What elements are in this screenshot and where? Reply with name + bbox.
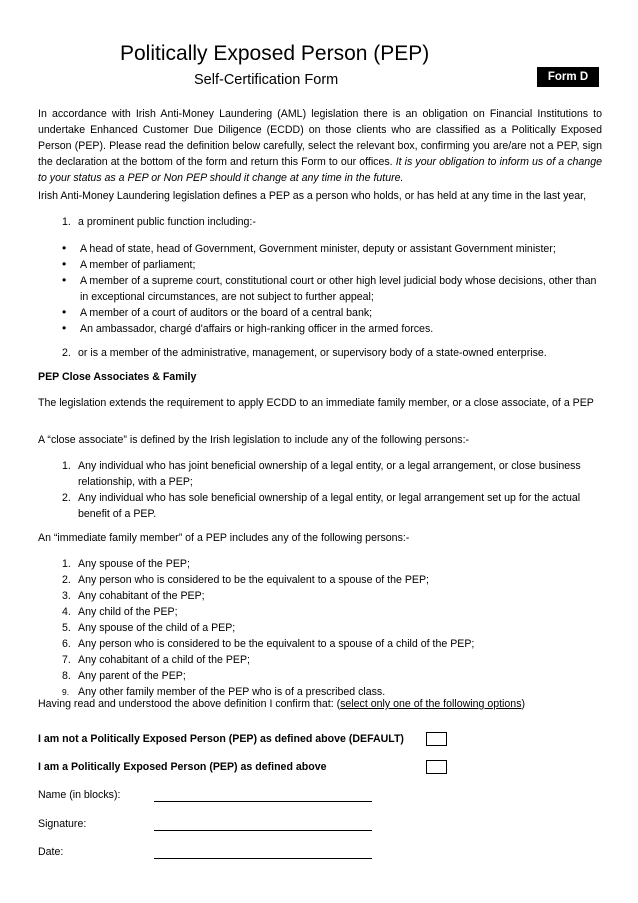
item-text: Any person who is considered to be the equivalent to a spouse of a child of the PEP; [78, 638, 475, 650]
item-text: Any person who is considered to be the equivalent to a spouse of the PEP; [78, 574, 429, 586]
item-text: Any individual who has joint beneficial ownership of a legal entity, or a legal arrangement, or close business relationship, with a PEP; [78, 460, 581, 488]
close-associate-definition: A “close associate” is defined by the Irish legislation to include any of the following persons:- [38, 434, 470, 446]
page-title: Politically Exposed Person (PEP) [120, 42, 430, 65]
item-number: 2. [62, 492, 71, 504]
intro-text: In accordance with Irish Anti-Money Laundering (AML) legislation there is an obligation on Financial Institutions to undertake Enhanced Customer Due Diligence (ECDD) on those clients who are classified as a Politically Exposed Person (PEP). Please read the definition below carefully, select the relevant box, confirming you are/are not a PEP, sign the declaration at the bottom of the form and return this Form to our offices. [38, 108, 602, 168]
item-number: 2. [62, 574, 71, 586]
page-subtitle: Self-Certification Form [194, 72, 339, 88]
not-pep-checkbox[interactable] [426, 732, 447, 746]
confirm-tail: ) [521, 698, 526, 710]
pep-definition-intro: Irish Anti-Money Laundering legislation defines a PEP as a person who holds, or has held at any time in the last year, [38, 190, 587, 202]
item-number: 7. [62, 654, 71, 666]
date-field[interactable] [154, 858, 372, 859]
bullet-text: A member of a supreme court, constitutional court or other high level judicial body whose decisions, other than in exceptional circumstances, are not subject to further appeal; [80, 275, 597, 303]
item-text: Any cohabitant of the PEP; [78, 590, 205, 602]
item-text: Any spouse of the child of a PEP; [78, 622, 236, 634]
signature-field[interactable] [154, 830, 372, 831]
name-field[interactable] [154, 801, 372, 802]
item-text: a prominent public function including:- [78, 216, 256, 228]
item-number: 1. [62, 460, 71, 472]
bullet-icon: • [62, 273, 67, 287]
item-text: Any individual who has sole beneficial ownership of a legal entity, or legal arrangement set up for the actual benefit of a PEP. [78, 492, 581, 520]
item-text: Any parent of the PEP; [78, 670, 186, 682]
confirmation-instruction [38, 696, 602, 712]
item-number: 4. [62, 606, 71, 618]
bullet-text: A head of state, head of Government, Government minister, deputy or assistant Government minister; [80, 243, 556, 255]
associates-intro: The legislation extends the requirement to apply ECDD to an immediate family member, or a close associate, of a PEP [38, 397, 594, 409]
item-text: Any other family member of the PEP who is of a prescribed class. [78, 686, 386, 698]
bullet-icon: • [62, 241, 67, 255]
item-number: 5. [62, 622, 71, 634]
confirm-lead: Having read and understood the above definition I confirm that: ( [38, 698, 341, 710]
form-badge: Form D [537, 67, 599, 87]
bullet-text: A member of parliament; [80, 259, 196, 271]
item-number: 1. [62, 558, 71, 570]
item-number: 1. [62, 216, 71, 228]
intro-paragraph [38, 106, 602, 186]
option-pep-label: I am a Politically Exposed Person (PEP) as defined above [38, 761, 327, 773]
item-number: 6. [62, 638, 71, 650]
name-label: Name (in blocks): [38, 789, 121, 801]
date-label: Date: [38, 846, 64, 858]
item-number: 3. [62, 590, 71, 602]
bullet-text: A member of a court of auditors or the board of a central bank; [80, 307, 373, 319]
signature-label: Signature: [38, 818, 87, 830]
bullet-icon: • [62, 305, 67, 319]
pep-checkbox[interactable] [426, 760, 447, 774]
bullet-icon: • [62, 321, 67, 335]
family-definition: An “immediate family member” of a PEP includes any of the following persons:- [38, 532, 410, 544]
item-text: Any child of the PEP; [78, 606, 178, 618]
item-number: 2. [62, 347, 71, 359]
bullet-icon: • [62, 257, 67, 271]
item-text: Any spouse of the PEP; [78, 558, 190, 570]
intro-obligation-note: It is your obligation to inform us of a change to your status as a PEP or Non PEP should it change at any time in the future. [38, 156, 602, 184]
item-text: Any cohabitant of a child of the PEP; [78, 654, 250, 666]
item-number: 9. [62, 687, 70, 697]
bullet-text: An ambassador, chargé d'affairs or high-ranking officer in the armed forces. [80, 323, 434, 335]
confirm-underlined: select only one of the following options [340, 698, 522, 710]
option-not-pep-label: I am not a Politically Exposed Person (PEP) as defined above (DEFAULT) [38, 733, 404, 745]
associates-heading: PEP Close Associates & Family [38, 371, 197, 383]
item-number: 8. [62, 670, 71, 682]
item-text: or is a member of the administrative, management, or supervisory body of a state-owned enterprise. [78, 347, 547, 359]
